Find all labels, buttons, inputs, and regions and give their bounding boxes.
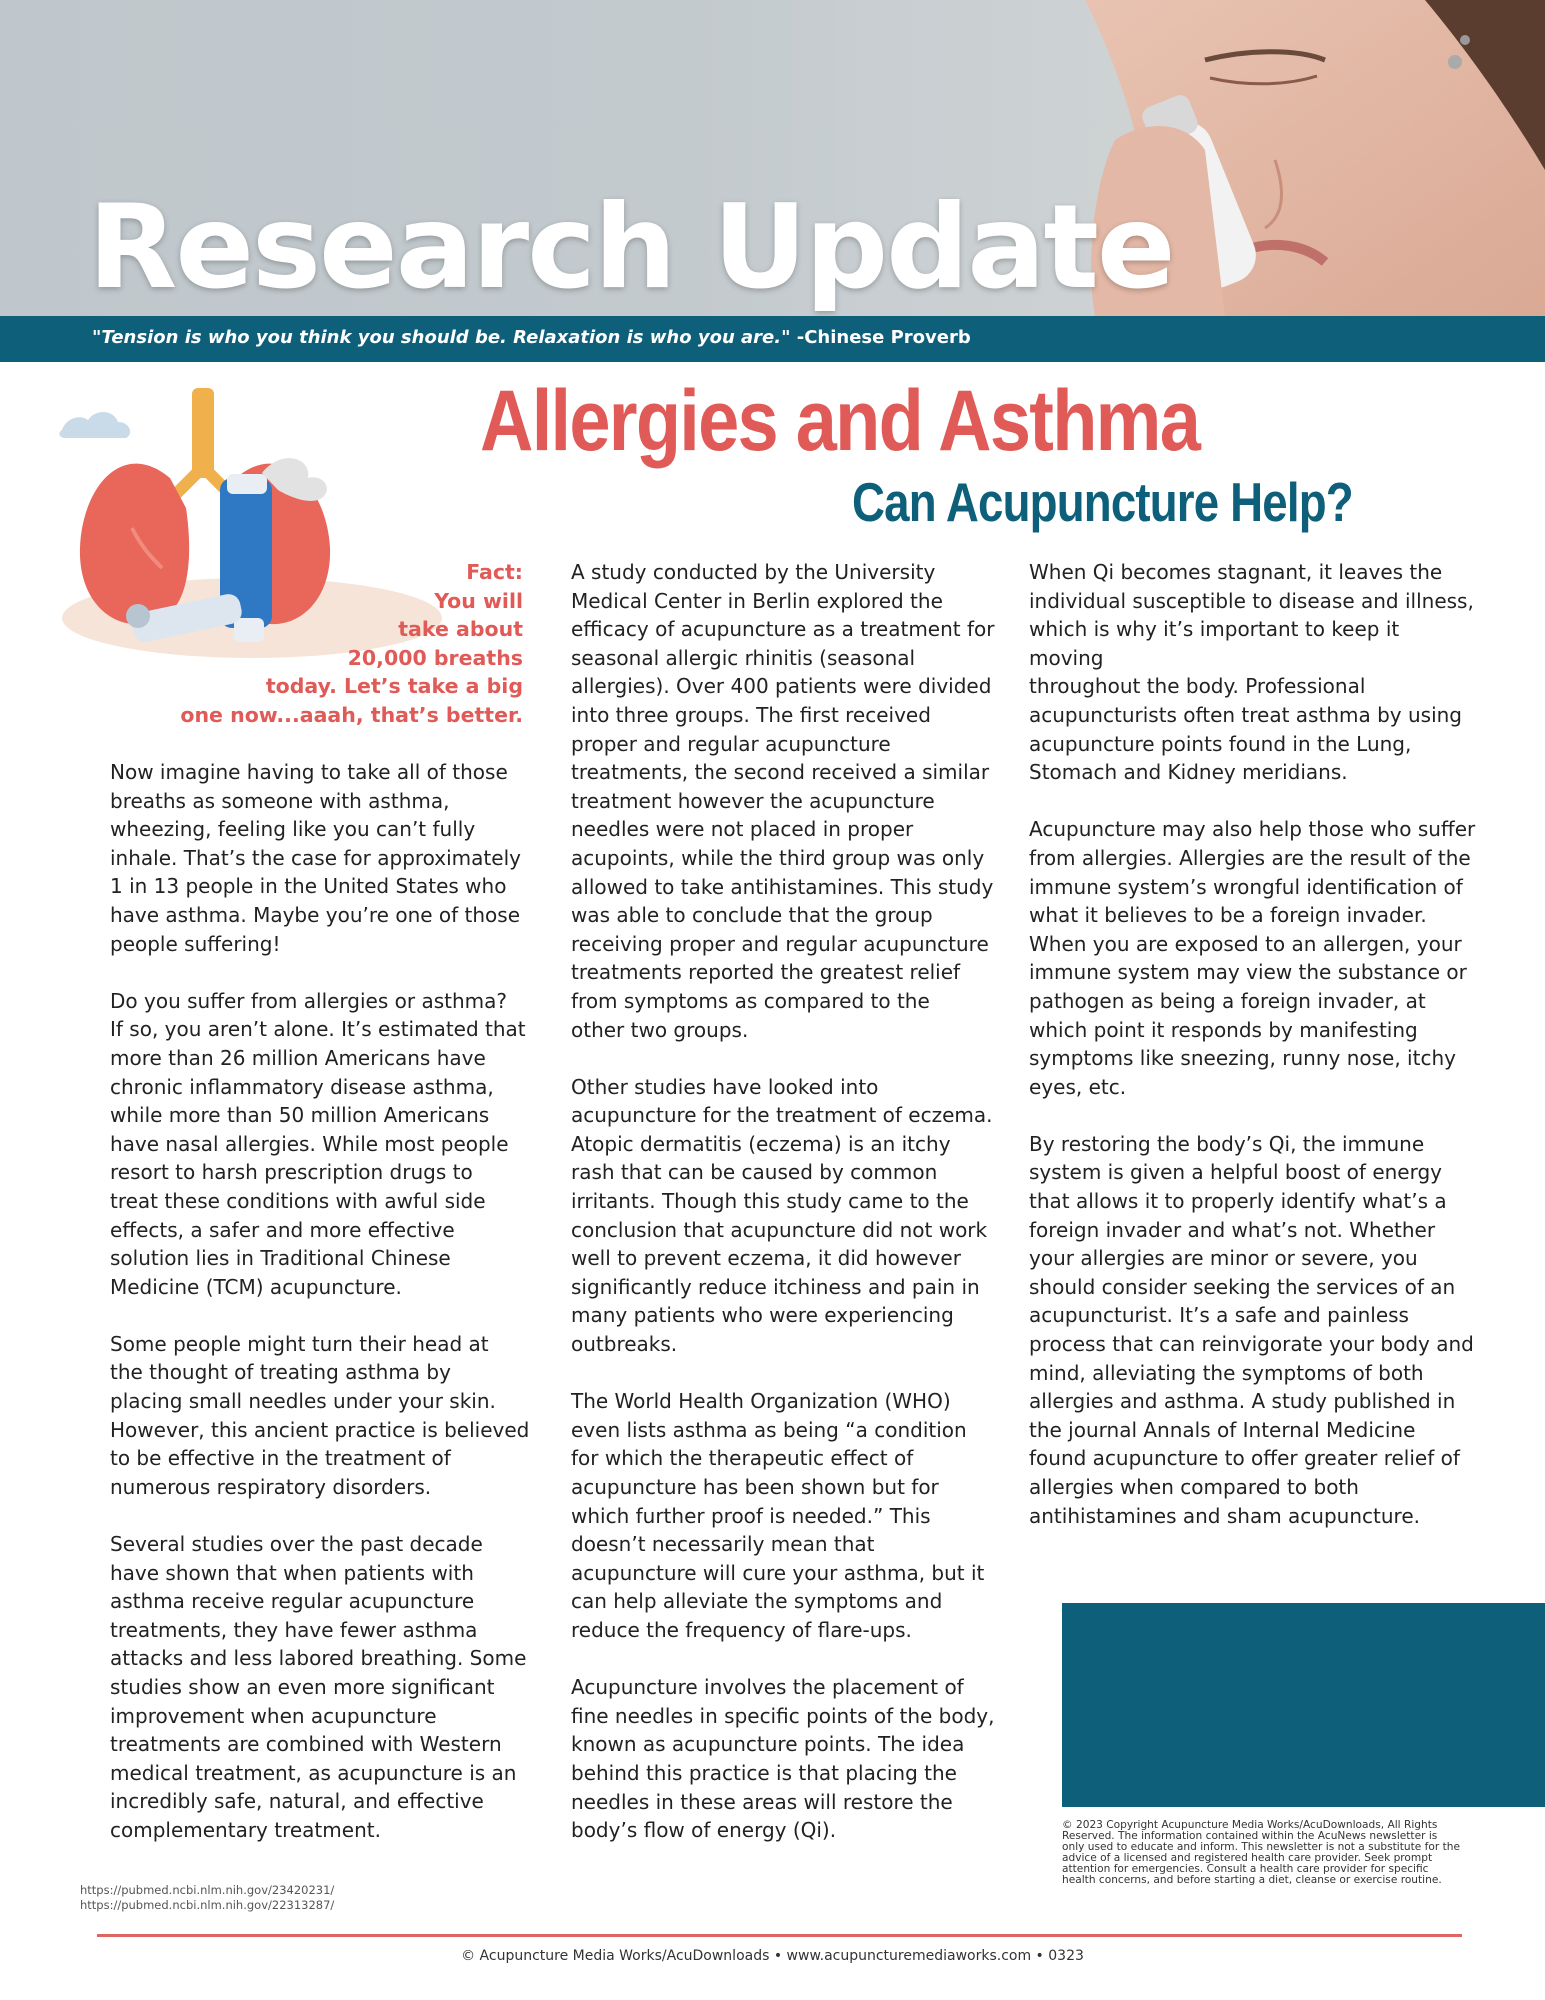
quote-text: "Tension is who you think you should be. Relaxation is who you are.": [92, 327, 791, 348]
practitioner-info-box: [1062, 1603, 1545, 1807]
proverb-quote: [92, 327, 971, 348]
paragraph: Acupuncture may also help those who suffer from allergies. Allergies are the result of the immune system’s wrongful identification of what it believes to be a foreign invader. When you are exposed to an allergen, your immune system may view the substance or pathogen as being a foreign invader, at which point it responds by manifesting symptoms like sneezing, runny nose, itchy eyes, etc.: [1029, 817, 1476, 1099]
paragraph: Some people might turn their head at the thought of treating asthma by placing small needles under your skin. However, this ancient practice is believed to be effective in the treatment of numerous respiratory disorders.: [110, 1331, 530, 1499]
paragraph: The World Health Organization (WHO) even lists asthma as being “a condition for which the therapeutic effect of acupuncture has been shown but for which further proof is needed.” This doesn’t necessarily mean that acupuncture will cure your asthma, but it can help alleviate the symptoms and reduce the frequency of flare-ups.: [571, 1389, 985, 1642]
paragraph: Several studies over the past decade have shown that when patients with asthma receive regular acupuncture treatments, they have fewer asthma attacks and less labored breathing. Some studies show an even more significant improvement when acupuncture treatments are combined with Western medical treatment, as acupuncture is an incredibly safe, natural, and effective complementary treatment.: [110, 1532, 527, 1842]
quote-attribution: -Chinese Proverb: [790, 327, 971, 348]
article-title: Allergies and Asthma: [480, 373, 1200, 469]
fact-line: You will: [434, 588, 523, 613]
paragraph: When Qi becomes stagnant, it leaves the individual susceptible to disease and illness, which is why it’s important to keep it moving throughout the body. Professional acupuncturists often treat asthma by using acupuncture points found in the Lung, Stomach and Kidney meridians.: [1029, 560, 1474, 785]
footer-divider: [97, 1934, 1462, 1937]
fact-line: one now...aaah, that’s better.: [180, 702, 523, 727]
fact-callout: [143, 558, 523, 729]
article-column-2: [571, 558, 1001, 1873]
copyright-notice: © 2023 Copyright Acupuncture Media Works/AcuDownloads, All Rights Reserved. The information contained within the AcuNews newsletter is only used to educate and inform. This newsletter is not a substitute for the advice of a licensed and registered health care provider. Seek prompt attention for emergencies. Consult a health care provider for specific health concerns, and before starting a diet, cleanse or exercise routine.: [1062, 1819, 1460, 1886]
article-subtitle: Can Acupuncture Help?: [852, 471, 1353, 533]
fact-line: 20,000 breaths: [347, 645, 523, 670]
page-title: Research Update: [88, 180, 1174, 315]
references: [80, 1883, 334, 1913]
reference-link[interactable]: https://pubmed.ncbi.nlm.nih.gov/23420231/: [80, 1883, 335, 1897]
paragraph: Other studies have looked into acupuncture for the treatment of eczema. Atopic dermatitis (eczema) is an itchy rash that can be caused by common irritants. Though this study came to the conclusion that acupuncture did not work well to prevent eczema, it did however significantly reduce itchiness and pain in many patients who were experiencing outbreaks.: [571, 1074, 993, 1357]
quote-bar: [0, 316, 1545, 362]
fact-line: take about: [398, 617, 523, 641]
reference-link[interactable]: https://pubmed.ncbi.nlm.nih.gov/22313287/: [80, 1898, 335, 1912]
fact-line: today. Let’s take a big: [265, 674, 523, 698]
paragraph: Now imagine having to take all of those breaths as someone with asthma, wheezing, feeling like you can’t fully inhale. That’s the case for approximately 1 in 13 people in the United States who have asthma. Maybe you’re one of those people suffering!: [110, 760, 521, 956]
header-banner: [0, 0, 1545, 316]
footer-credit: © Acupuncture Media Works/AcuDownloads • www.acupuncturemediaworks.com • 0323: [461, 1948, 1084, 1964]
fact-line: Fact:: [466, 560, 523, 584]
paragraph: By restoring the body’s Qi, the immune system is given a helpful boost of energy that allows it to properly identify what’s a foreign invader and what’s not. Whether your allergies are minor or severe, you should consider seeking the services of an acupuncturist. It’s a safe and painless process that can reinvigorate your body and mind, alleviating the symptoms of both allergies and asthma. A study published in the journal Annals of Internal Medicine found acupuncture to offer greater relief of allergies when compared to both antihistamines and sham acupuncture.: [1029, 1131, 1474, 1528]
paragraph: Acupuncture involves the placement of fine needles in specific points of the body, known as acupuncture points. The idea behind this practice is that placing the needles in these areas will restore the body’s flow of energy (Qi).: [571, 1675, 995, 1843]
paragraph: A study conducted by the University Medical Center in Berlin explored the efficacy of acupuncture as a treatment for seasonal allergic rhinitis (seasonal allergies). Over 400 patients were divided into three groups. The first received proper and regular acupuncture treatments, the second received a similar treatment however the acupuncture needles were not placed in proper acupoints, while the third group was only allowed to take antihistamines. This study was able to conclude that the group receiving proper and regular acupuncture treatments reported the greatest relief from symptoms as compared to the other two groups.: [571, 560, 995, 1042]
article-column-1: [110, 758, 530, 1873]
article-column-3: [1029, 558, 1479, 1559]
paragraph: Do you suffer from allergies or asthma? If so, you aren’t alone. It’s estimated that more than 26 million Americans have chronic inflammatory disease asthma, while more than 50 million Americans have nasal allergies. While most people resort to harsh prescription drugs to treat these conditions with awful side effects, a safer and more effective solution lies in Traditional Chinese Medicine (TCM) acupuncture.: [110, 988, 526, 1299]
